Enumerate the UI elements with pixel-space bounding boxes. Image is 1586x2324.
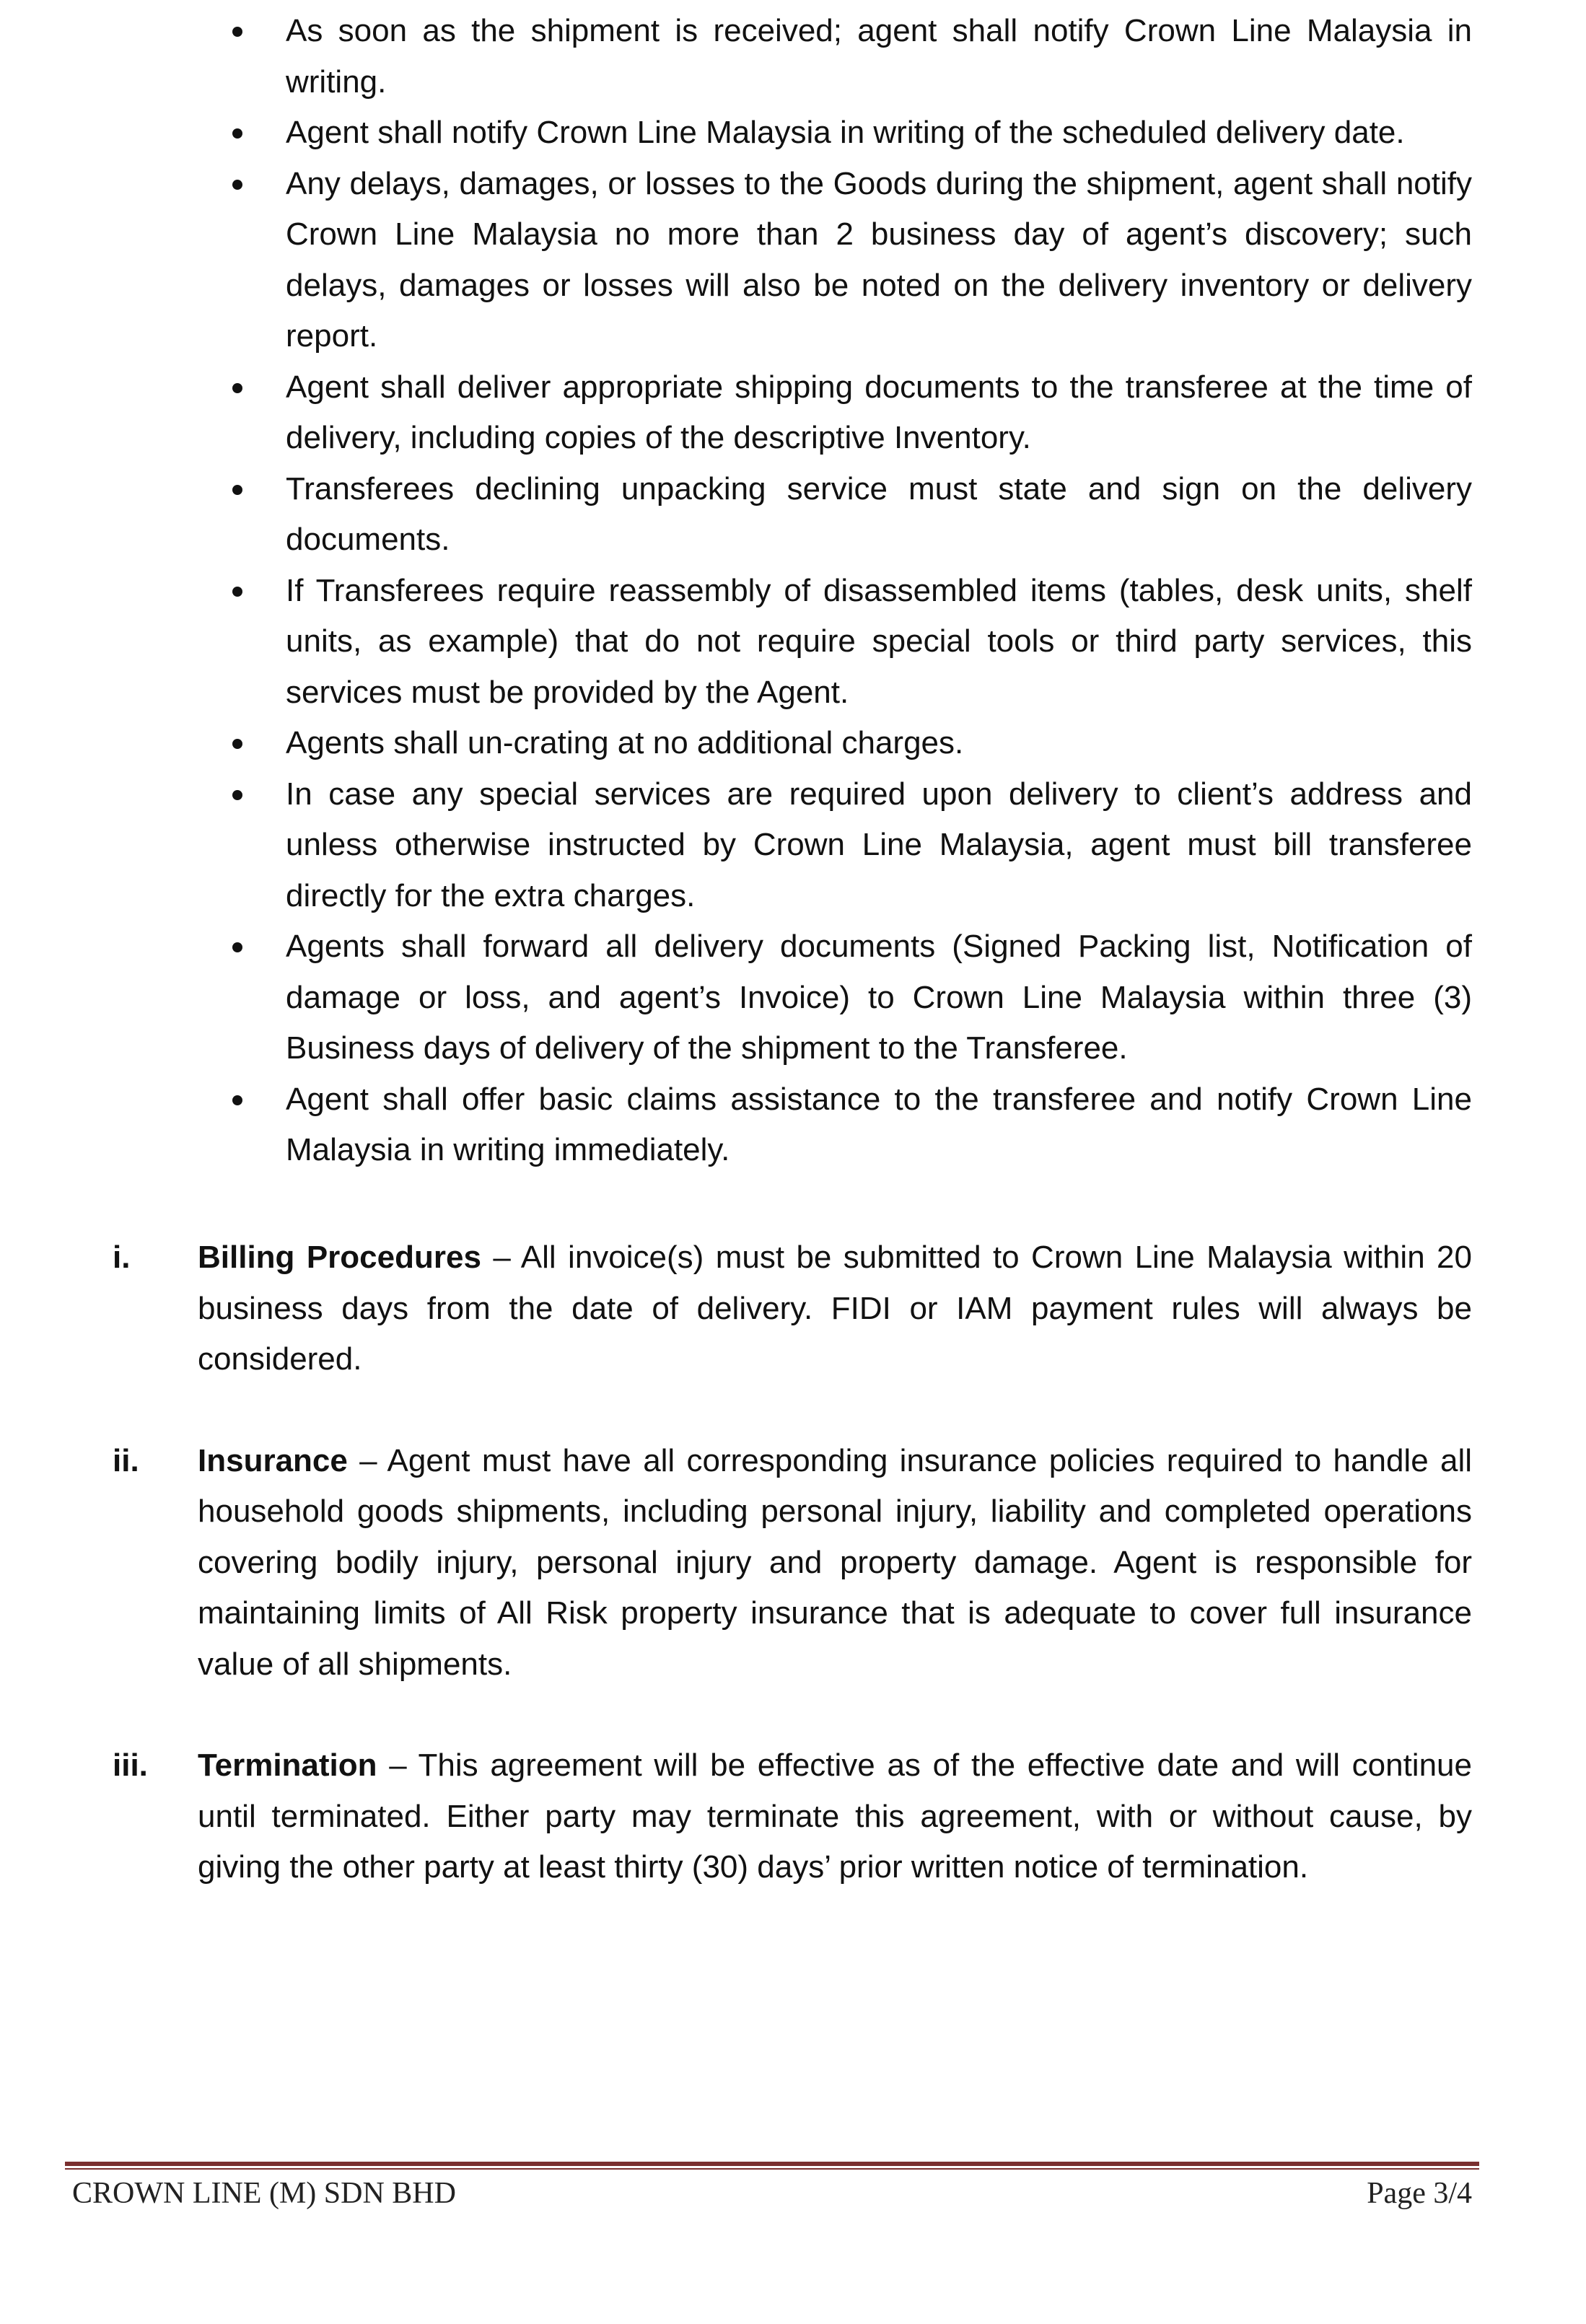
delivery-requirements-list [231, 6, 1472, 1176]
section-number: iii. [113, 1748, 148, 1783]
list-item-text: If Transferees require reassembly of disassembled items (tables, desk units, shelf units, as example) that do not require special tools or third party services, this services must be provided by the Agent. [286, 572, 1472, 710]
section-text: – All invoice(s) must be submitted to Crown Line Malaysia within 20 business days from the date of delivery. FIDI or IAM payment rules will always be considered. [198, 1240, 1473, 1377]
list-item-text: Agent shall notify Crown Line Malaysia in writing of the scheduled delivery date. [286, 115, 1405, 150]
footer-page-number: Page 3/4 [1367, 2177, 1472, 2210]
section-termination [113, 1740, 1472, 1893]
bullet-dot-icon [232, 739, 242, 749]
numbered-sections [113, 1232, 1472, 1944]
bullet-dot-icon [232, 1095, 242, 1105]
bullet-dot-icon [232, 587, 242, 597]
footer-divider-thin [65, 2168, 1479, 2170]
list-item-text: Transferees declining unpacking service must state and sign on the delivery documents. [286, 470, 1472, 557]
list-item [231, 921, 1472, 1074]
section-number: i. [113, 1240, 131, 1275]
list-item [231, 769, 1472, 922]
list-item-text: Any delays, damages, or losses to the Goods during the shipment, agent shall notify Crown Line Malaysia no more than 2 business day of agent’s discovery; such delays, damages or losses will also be noted on the delivery inventory or delivery report. [286, 165, 1472, 354]
list-item-text: As soon as the shipment is received; agent shall notify Crown Line Malaysia in writing. [286, 13, 1472, 100]
section-title: Insurance [198, 1442, 348, 1478]
list-item [231, 1074, 1472, 1176]
footer-divider-thick [65, 2162, 1479, 2166]
bullet-dot-icon [232, 383, 242, 393]
list-item-text: Agents shall un-crating at no additional charges. [286, 725, 964, 760]
footer-company-name: CROWN LINE (M) SDN BHD [72, 2177, 456, 2210]
bullet-dot-icon [232, 27, 242, 37]
section-text: – This agreement will be effective as of the effective date and will continue until terminated. Either party may terminate this agreement, with or without cause, by giving the other party at least thirty (30) days’ prior written notice of termination. [198, 1748, 1472, 1885]
list-item [231, 6, 1472, 108]
section-billing-procedures [113, 1232, 1472, 1385]
list-item-text: Agent shall deliver appropriate shipping documents to the transferee at the time of delivery, including copies of the descriptive Inventory. [286, 369, 1472, 455]
section-title: Termination [198, 1748, 377, 1783]
bullet-dot-icon [232, 128, 242, 139]
section-insurance [113, 1436, 1472, 1691]
list-item [231, 108, 1472, 159]
list-item [231, 159, 1472, 362]
section-title: Billing Procedures [198, 1240, 481, 1275]
bullet-dot-icon [232, 942, 242, 952]
bullet-dot-icon [232, 485, 242, 495]
list-item [231, 566, 1472, 719]
footer-divider [65, 2162, 1479, 2172]
bullet-dot-icon [232, 790, 242, 800]
bullet-dot-icon [232, 180, 242, 190]
list-item [231, 362, 1472, 464]
list-item-text: Agents shall forward all delivery documents (Signed Packing list, Notification of damage or loss, and agent’s Invoice) to Crown Line Malaysia within three (3) Business days of delivery of the shipment to the Transferee. [286, 929, 1472, 1066]
section-number: ii. [113, 1442, 139, 1478]
list-item-text: In case any special services are required upon delivery to client’s address and unless otherwise instructed by Crown Line Malaysia, agent must bill transferee directly for the extra charges. [286, 776, 1472, 913]
list-item [231, 718, 1472, 769]
list-item [231, 464, 1472, 566]
section-text: – Agent must have all corresponding insurance policies required to handle all household goods shipments, including personal injury, liability and completed operations covering bodily injury, personal injury and property damage. Agent is responsible for maintaining limits of All Risk property insurance that is adequate to cover full insurance value of all shipments. [198, 1442, 1472, 1682]
list-item-text: Agent shall offer basic claims assistance to the transferee and notify Crown Line Malaysia in writing immediately. [286, 1081, 1472, 1167]
